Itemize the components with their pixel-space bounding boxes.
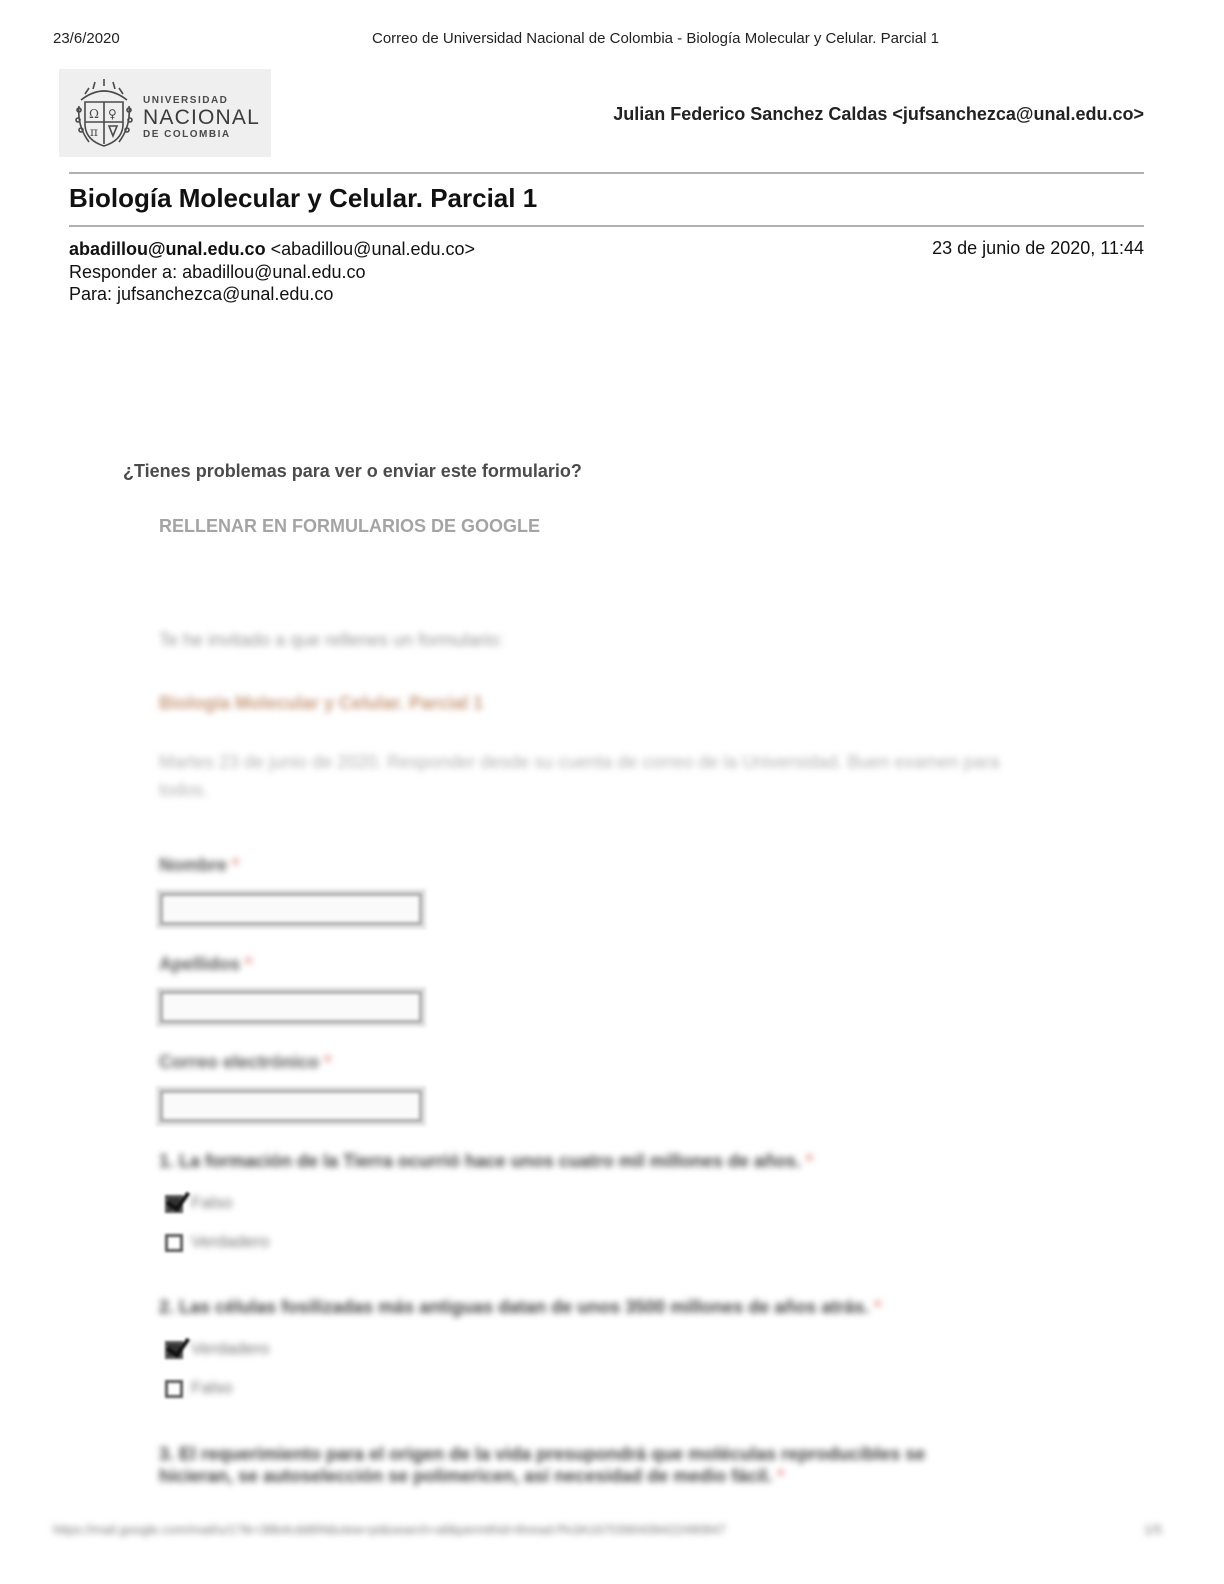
- university-seal-icon: [75, 76, 133, 150]
- field-label-text: Apellidos: [159, 954, 241, 974]
- print-date: 23/6/2020: [53, 30, 120, 47]
- required-marker: *: [245, 954, 253, 974]
- svg-text:Ω: Ω: [89, 107, 99, 121]
- subject-divider: [69, 225, 1144, 227]
- svg-text:π: π: [90, 125, 98, 139]
- fill-in-google-forms-link[interactable]: RELLENAR EN FORMULARIOS DE GOOGLE: [159, 516, 541, 536]
- from-address: <abadillou@unal.edu.co>: [270, 239, 476, 259]
- svg-text:♀: ♀: [108, 107, 117, 121]
- from-name[interactable]: abadillou@unal.edu.co: [69, 239, 266, 259]
- question-1: [159, 1151, 813, 1172]
- account-user: Julian Federico Sanchez Caldas <jufsanchezca@unal.edu.co>: [613, 104, 1144, 124]
- question-text-line-1: 3. El requerimiento para el origen de la vida presupondrá que moléculas reproducibles se: [159, 1444, 926, 1464]
- required-marker: *: [232, 855, 240, 875]
- form-trouble-text: ¿Tienes problemas para ver o enviar este formulario?: [123, 461, 582, 481]
- nombre-input[interactable]: [160, 893, 422, 925]
- question-text: 1. La formación de la Tierra ocurrió hace unos cuatro mil millones de años.: [159, 1151, 801, 1171]
- logo-wordmark: [143, 95, 260, 141]
- university-logo: [59, 69, 271, 157]
- option-label: Falso: [191, 1378, 233, 1397]
- to-line: Para: jufsanchezca@unal.edu.co: [69, 284, 334, 304]
- required-marker: *: [805, 1151, 813, 1171]
- required-marker: *: [324, 1052, 332, 1072]
- logo-line-3: DE COLOMBIA: [143, 129, 231, 140]
- required-marker: *: [777, 1466, 785, 1486]
- correo-input[interactable]: [160, 1090, 422, 1122]
- checkbox-icon[interactable]: [165, 1380, 183, 1398]
- checkbox-checked-icon[interactable]: [165, 1341, 183, 1359]
- form-title: Biología Molecular y Celular. Parcial 1: [159, 693, 484, 713]
- print-footer-page: 1/5: [1144, 1522, 1163, 1537]
- question-3: [159, 1443, 925, 1487]
- logo-line-2: NACIONAL: [143, 106, 260, 129]
- q2-option-1[interactable]: [165, 1339, 269, 1359]
- form-intro: Te he invitado a que rellenes un formulario:: [159, 630, 504, 650]
- field-label-nombre: [159, 855, 239, 876]
- field-label-text: Nombre: [159, 855, 228, 875]
- q2-option-2[interactable]: [165, 1378, 233, 1398]
- print-footer-url: https://mail.google.com/mail/u/1?ik=38b4cdd6f4&view=pt&search=all&permthid=thread-f%3A1670390439422490847: [53, 1522, 726, 1537]
- option-label: Falso: [191, 1193, 233, 1212]
- header-divider: [69, 172, 1144, 174]
- field-label-correo: [159, 1052, 331, 1073]
- email-subject: Biología Molecular y Celular. Parcial 1: [69, 183, 538, 213]
- required-marker: *: [874, 1297, 882, 1317]
- question-text: 2. Las células fosilizadas más antiguas datan de unos 3500 millones de años atrás.: [159, 1297, 870, 1317]
- question-text: hicieran, se autoselección se polimericen, así necesidad de medio fácil.: [159, 1466, 773, 1486]
- q1-option-1[interactable]: [165, 1193, 233, 1213]
- question-2: [159, 1297, 881, 1318]
- logo-line-1: UNIVERSIDAD: [143, 95, 229, 106]
- option-label: Verdadero: [191, 1339, 270, 1358]
- reply-to-line: Responder a: abadillou@unal.edu.co: [69, 261, 366, 282]
- field-label-text: Correo electrónico: [159, 1052, 320, 1072]
- checkbox-checked-icon[interactable]: [165, 1195, 183, 1213]
- from-line: [69, 238, 475, 261]
- apellidos-input[interactable]: [160, 991, 422, 1023]
- email-meta: [69, 238, 475, 306]
- option-label: Verdadero: [191, 1232, 270, 1251]
- form-description: Martes 23 de junio de 2020. Responder desde su cuenta de correo de la Universidad. Buen examen para todos.: [159, 752, 1000, 800]
- field-label-apellidos: [159, 954, 252, 975]
- question-text-line-2: [159, 1465, 925, 1487]
- email-date: 23 de junio de 2020, 11:44: [932, 238, 1144, 258]
- checkbox-icon[interactable]: [165, 1234, 183, 1252]
- print-title: Correo de Universidad Nacional de Colombia - Biología Molecular y Celular. Parcial 1: [372, 30, 939, 47]
- q1-option-2[interactable]: [165, 1232, 269, 1252]
